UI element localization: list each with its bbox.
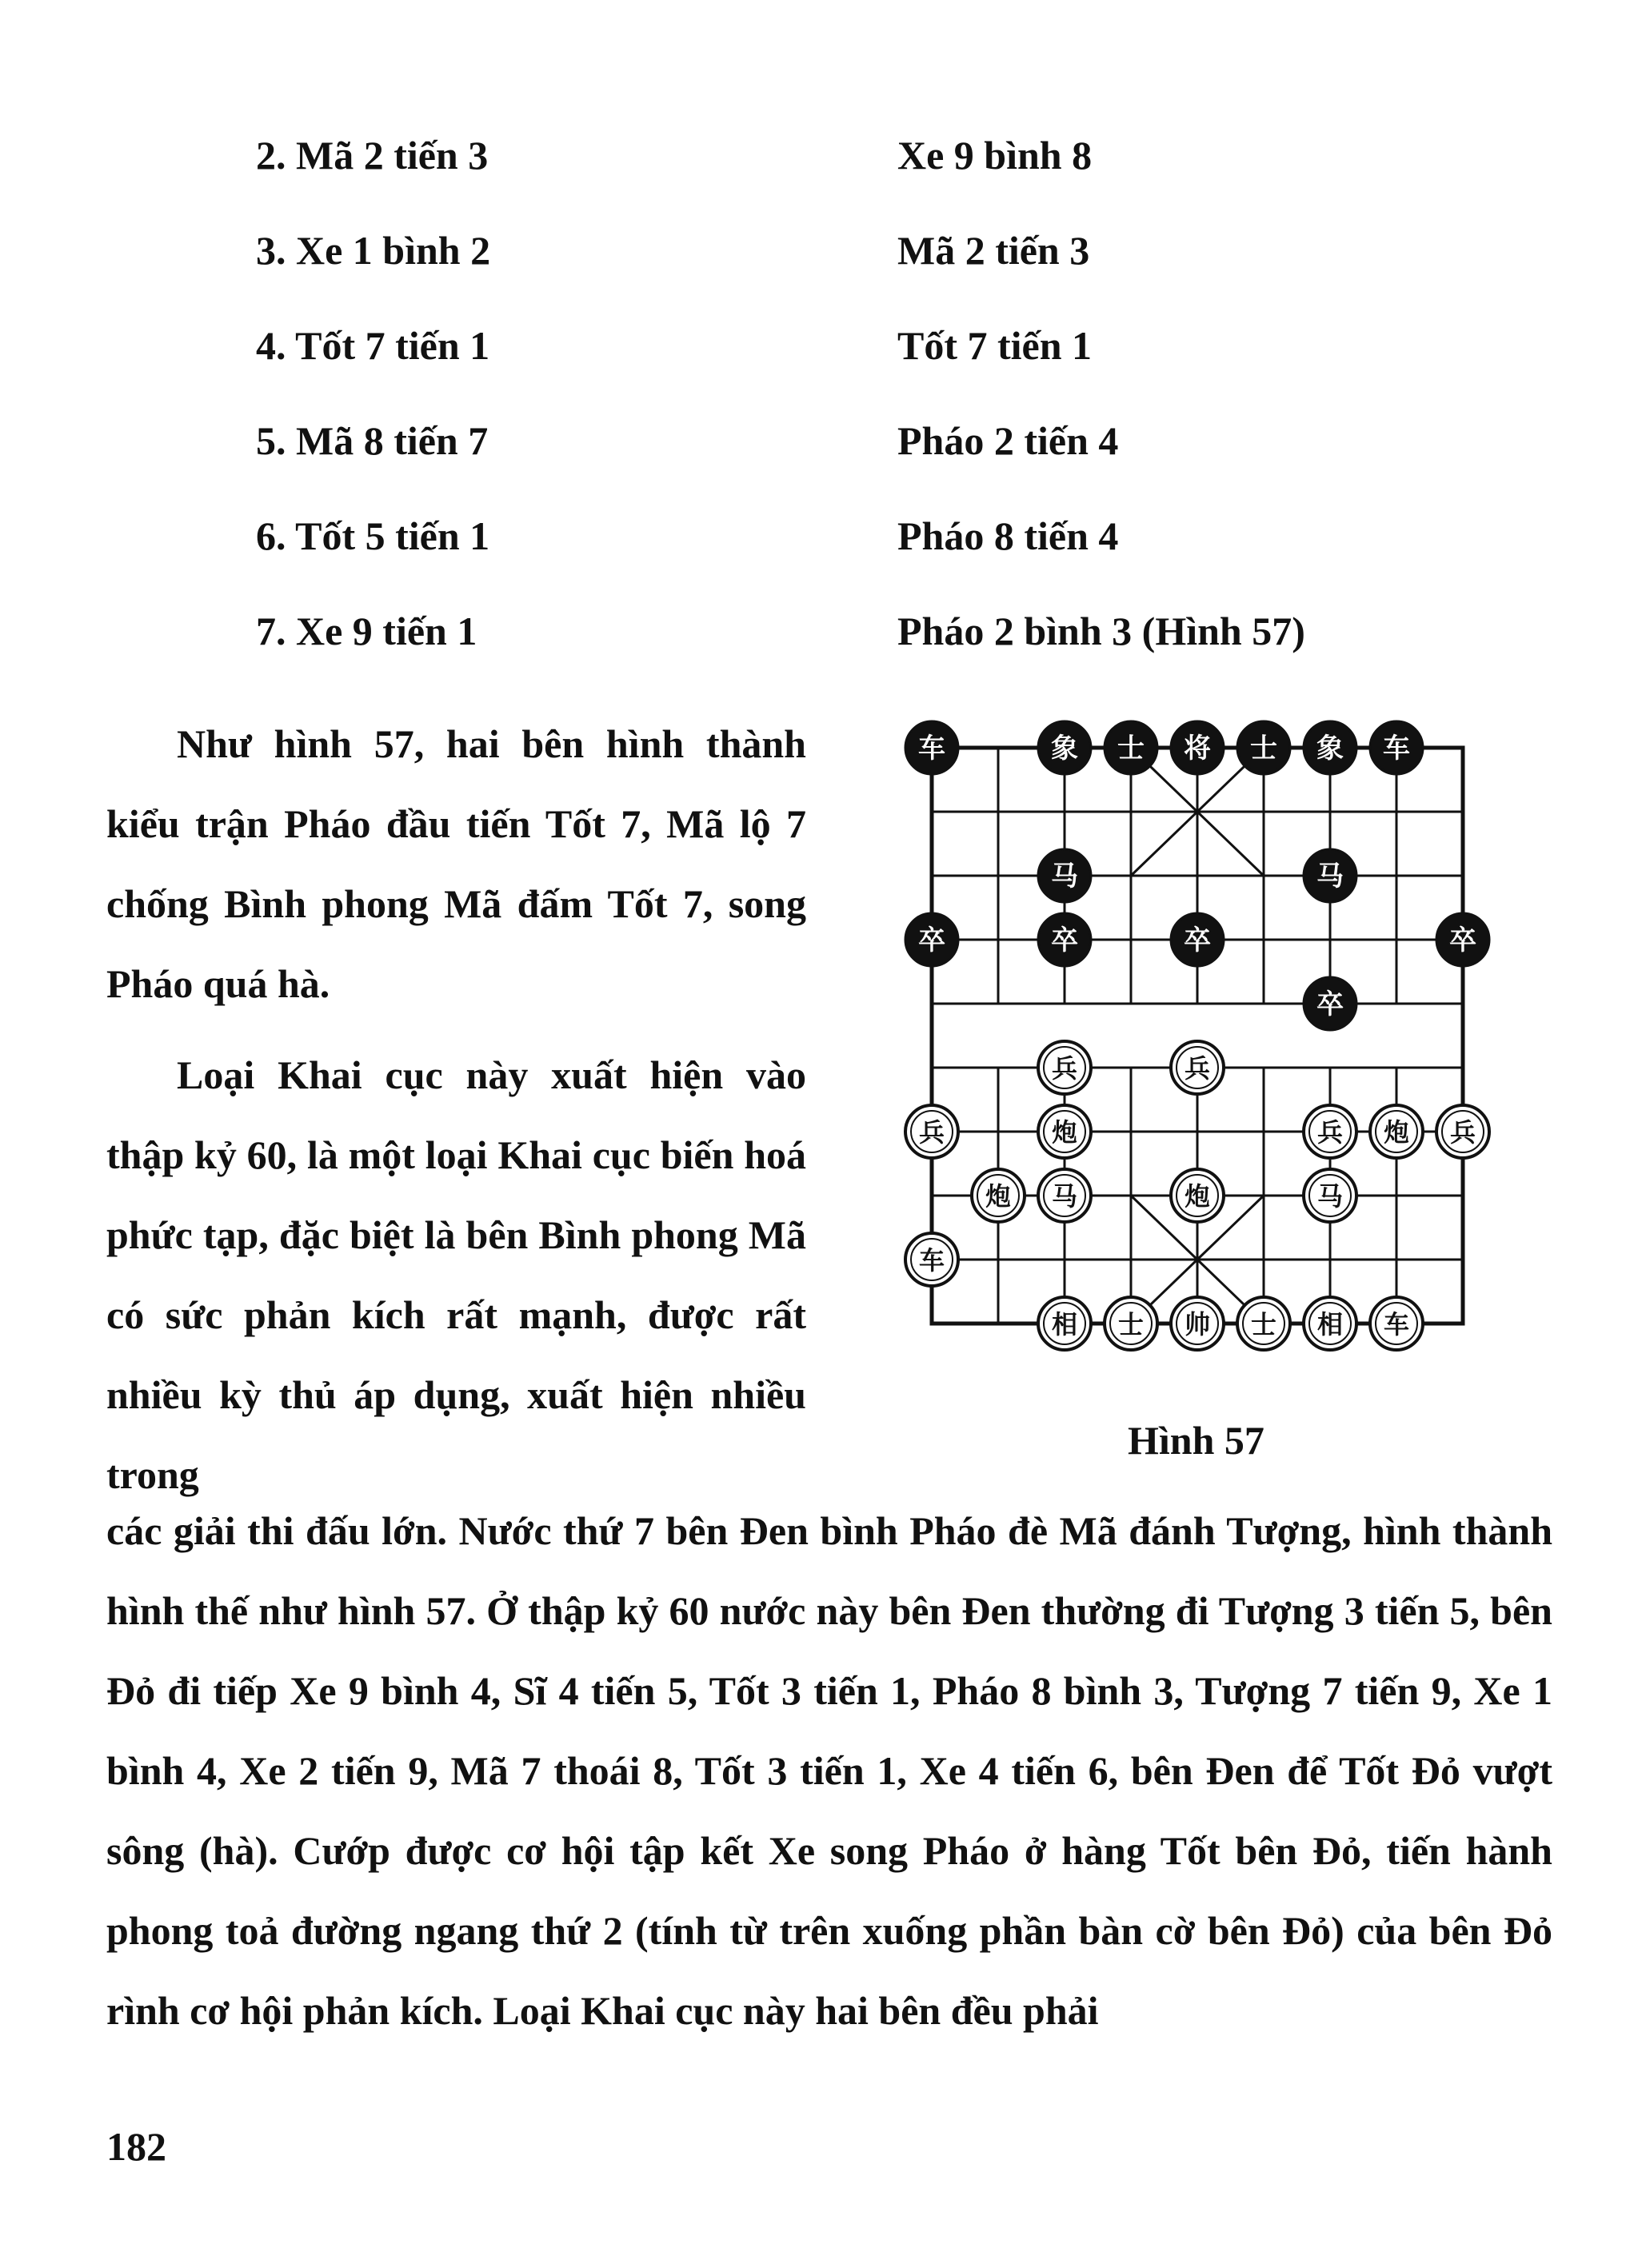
red-piece-glyph: 车 [918, 1245, 945, 1276]
black-piece-glyph: 将 [1184, 733, 1211, 765]
red-piece-glyph: 兵 [918, 1117, 945, 1148]
black-move: Mã 2 tiến 3 [897, 228, 1090, 273]
red-piece-glyph: 马 [1051, 1181, 1078, 1212]
black-piece-glyph: 士 [1117, 733, 1145, 765]
red-piece-glyph: 炮 [1051, 1117, 1078, 1148]
red-piece-glyph: 相 [1316, 1309, 1344, 1340]
paragraph-intro: Như hình 57, hai bên hình thành kiểu trận Pháo đầu tiến Tốt 7, Mã lộ 7 chống Bình phong Mã đấm Tốt 7, song Pháo quá hà. [106, 721, 806, 1006]
black-piece-glyph: 士 [1250, 733, 1277, 765]
red-piece-glyph: 车 [1383, 1309, 1410, 1340]
black-move: Pháo 2 tiến 4 [897, 418, 1119, 463]
black-move: Xe 9 bình 8 [897, 133, 1093, 178]
black-piece-glyph: 马 [1316, 860, 1344, 892]
move-row [256, 513, 1456, 608]
black-piece-glyph: 车 [1383, 733, 1410, 765]
red-piece-glyph: 相 [1051, 1309, 1078, 1340]
paragraph-history: Loại Khai cục này xuất hiện vào thập kỷ 60, là một loại Khai cục biến hoá phức tạp, đặc biệt là bên Bình phong Mã có sức phản kích rất mạnh, được rất nhiều kỳ thủ áp dụng, xuất hiện nhiều trong [106, 1052, 806, 1497]
red-move: 7. Xe 9 tiến 1 [256, 609, 477, 653]
black-piece-glyph: 车 [918, 733, 945, 765]
black-piece-glyph: 卒 [918, 924, 945, 956]
black-move: Pháo 2 bình 3 (Hình 57) [897, 609, 1305, 653]
red-move: 3. Xe 1 bình 2 [256, 228, 491, 273]
full-width-text [106, 1491, 1552, 2050]
side-text [106, 704, 806, 1515]
move-row [256, 608, 1456, 703]
red-move: 4. Tốt 7 tiến 1 [256, 323, 490, 368]
black-piece-glyph: 卒 [1449, 924, 1476, 956]
black-piece-glyph: 卒 [1051, 924, 1078, 956]
red-piece-glyph: 炮 [985, 1181, 1012, 1212]
red-piece-glyph: 炮 [1383, 1117, 1410, 1148]
figure-caption: Hình 57 [1128, 1418, 1264, 1463]
red-piece-glyph: 士 [1250, 1309, 1277, 1340]
move-row [256, 417, 1456, 513]
paragraph-continuation: các giải thi đấu lớn. Nước thứ 7 bên Đen bình Pháo đè Mã đánh Tượng, hình thành hình thế như hình 57. Ở thập kỷ 60 nước này bên Đen thường đi Tượng 3 tiến 5, bên Đỏ đi tiếp Xe 9 bình 4, Sĩ 4 tiến 5, Tốt 3 tiến 1, Pháo 8 bình 3, Tượng 7 tiến 9, Xe 1 bình 4, Xe 2 tiến 9, Mã 7 thoái 8, Tốt 3 tiến 1, Xe 4 tiến 6, bên Đen để Tốt Đỏ vượt sông (hà). Cướp được cơ hội tập kết Xe song Pháo ở hàng Tốt bên Đỏ, tiến hành phong toả đường ngang thứ 2 (tính từ trên xuống phần bàn cờ bên Đỏ) của bên Đỏ rình cơ hội phản kích. Loại Khai cục này hai bên đều phải [106, 1508, 1552, 2033]
red-piece-glyph: 士 [1117, 1309, 1145, 1340]
move-row [256, 227, 1456, 322]
red-piece-glyph: 兵 [1449, 1117, 1476, 1148]
red-piece-glyph: 兵 [1184, 1053, 1211, 1084]
red-piece-glyph: 兵 [1316, 1117, 1344, 1148]
red-piece-glyph: 兵 [1051, 1053, 1078, 1084]
black-piece-glyph: 象 [1316, 733, 1344, 765]
black-piece-glyph: 卒 [1184, 924, 1211, 956]
red-piece-glyph: 马 [1316, 1181, 1344, 1212]
black-move: Pháo 8 tiến 4 [897, 513, 1119, 558]
red-piece-glyph: 帅 [1184, 1309, 1211, 1340]
black-piece-glyph: 卒 [1316, 988, 1344, 1020]
black-piece-glyph: 象 [1051, 733, 1078, 765]
page-number: 182 [106, 2124, 166, 2169]
red-move: 2. Mã 2 tiến 3 [256, 133, 489, 178]
xiangqi-board-figure [880, 704, 1520, 1384]
black-move: Tốt 7 tiến 1 [897, 323, 1093, 368]
red-move: 6. Tốt 5 tiến 1 [256, 513, 490, 558]
move-row [256, 132, 1456, 227]
black-piece-glyph: 马 [1051, 860, 1078, 892]
red-move: 5. Mã 8 tiến 7 [256, 418, 489, 463]
moves-list [256, 132, 1456, 703]
xiangqi-board [880, 704, 1520, 1384]
red-piece-glyph: 炮 [1184, 1181, 1211, 1212]
move-row [256, 322, 1456, 417]
